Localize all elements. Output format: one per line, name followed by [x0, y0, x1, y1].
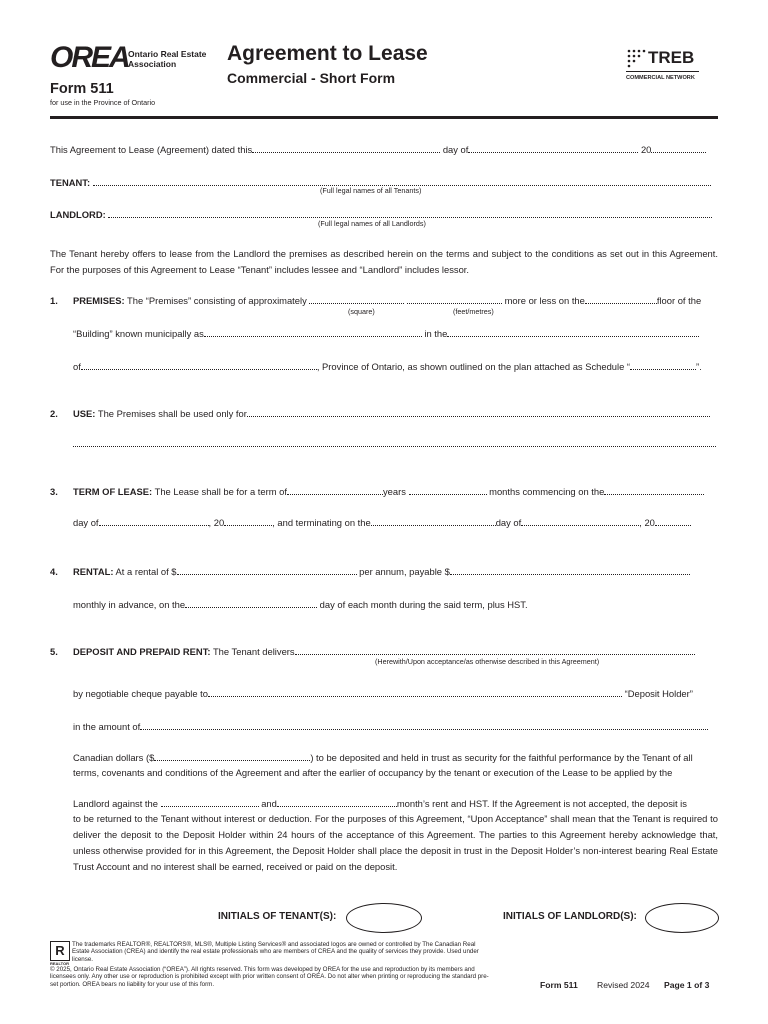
deposit-label: DEPOSIT AND PREPAID RENT:	[73, 646, 211, 657]
landlord-against-label: Landlord against the	[73, 798, 158, 809]
terminating-label: , and terminating on the	[272, 517, 371, 528]
municipality-field[interactable]	[447, 328, 699, 337]
trademark-text: The trademarks REALTOR®, REALTORS®, MLS®, Multiple Listing Services® and associated logos are owned or controlled by The Canadian Real Estate Association (CREA) and identify the real estate professionals who are members of CREA and the quality of services they provide. Used under license.	[72, 941, 479, 963]
orea-name-line2: Association	[128, 59, 177, 69]
term-months-field[interactable]	[409, 486, 487, 495]
offer-paragraph: The Tenant hereby offers to lease from the Landlord the premises as described herein on the terms and subject to the conditions as set out in this Agreement. For the purposes of this Agreement to Lease “Tenant” includes lessee and “Landlord” includes lessor.	[50, 248, 718, 275]
section-number-premises: 1.	[50, 295, 58, 306]
treb-divider	[626, 71, 699, 72]
realtor-logo	[50, 941, 70, 967]
city-field[interactable]	[81, 361, 317, 370]
treb-wordmark: TREB	[648, 48, 695, 67]
deposit-amount-words-field[interactable]	[140, 721, 708, 730]
copyright-text: © 2025, Ontario Real Estate Association (“OREA”). All rights reserved. This form was developed by OREA for the use and reproduction by its members and licensees only. Any other use or reproduction is prohibited except with prior written consent of OREA. Do not alter when printing or reproducing the standard pre-set portion. OREA bears no liability for your use of this form.	[50, 966, 489, 988]
landlord-field[interactable]	[108, 209, 712, 218]
area-field[interactable]	[309, 295, 404, 304]
deposit-caption: (Herewith/Upon acceptance/as otherwise described in this Agreement)	[375, 657, 600, 666]
deposit-holder-label: “Deposit Holder”	[624, 688, 693, 699]
day-of-label: day of	[442, 144, 469, 155]
of-label: of	[73, 361, 81, 372]
orea-logo: OREA	[50, 41, 129, 74]
deposit-line5: terms, covenants and conditions of the Agreement and after the earlier of occupancy by the tenant or execution of the Lease to be applied by the	[73, 767, 673, 778]
section-number-rental: 4.	[50, 566, 58, 577]
term-day-of-2: day of	[495, 517, 522, 528]
dated-prefix: This Agreement to Lease (Agreement) dated this	[50, 144, 253, 155]
and-label: and	[261, 798, 277, 809]
tenant-label: TENANT:	[50, 177, 91, 188]
term-20: , 20	[208, 517, 225, 528]
deposit-amount-field[interactable]	[154, 752, 310, 761]
orea-name	[128, 49, 206, 69]
per-annum-label: per annum, payable $	[359, 566, 450, 577]
deposit-paragraph: to be returned to the Tenant without interest or deduction. For the purposes of this Agreement, “Upon Acceptance” shall mean that the Tenant is required to deliver the deposit to the Deposit Holder within 24 hours of the acceptance of this Agreement. The parties to this Agreement hereby acknowledge that, unless otherwise provided for in this Agreement, the Deposit Holder shall place the deposit in trust in the Deposit Holder’s non-interest bearing Real Estate Trust Account and no interest shall be earned, received or paid on the deposit.	[73, 813, 718, 872]
use-line1	[73, 408, 718, 420]
schedule-end: ”.	[696, 361, 702, 372]
premises-line1	[73, 295, 718, 307]
initials-tenant-label: INITIALS OF TENANT(S):	[218, 911, 337, 922]
floor-field[interactable]	[585, 295, 657, 304]
realtor-mark: R	[50, 941, 70, 961]
initials-landlord-label: INITIALS OF LANDLORD(S):	[503, 911, 637, 922]
rental-label: RENTAL:	[73, 566, 114, 577]
tenant-field[interactable]	[93, 177, 711, 186]
canadian-dollars-label: Canadian dollars ($	[73, 752, 155, 763]
section-number-use: 2.	[50, 408, 58, 419]
premises-line2	[73, 328, 718, 340]
schedule-field[interactable]	[630, 361, 696, 370]
landlord-caption: (Full legal names of all Landlords)	[318, 219, 426, 228]
monthly-rent-field[interactable]	[450, 566, 690, 575]
treb-logo	[626, 46, 718, 86]
rental-text1: At a rental of $	[115, 566, 177, 577]
caption-feet-metres: (feet/metres)	[453, 307, 494, 316]
footer-form-number: Form 511	[540, 980, 578, 990]
year-prefix: 20	[640, 144, 652, 155]
section-number-term: 3.	[50, 486, 58, 497]
form-number: Form 511	[50, 81, 114, 97]
term-line2	[73, 517, 718, 529]
applied-month-field[interactable]	[161, 798, 259, 807]
commencing-day-field[interactable]	[604, 486, 704, 495]
months-commencing-label: months commencing on the	[489, 486, 605, 497]
dated-line	[50, 144, 718, 156]
deposit-timing-field[interactable]	[295, 646, 695, 655]
initials-landlord-box[interactable]	[645, 903, 719, 933]
rental-line2-suffix: day of each month during the said term, plus HST.	[319, 599, 528, 610]
premises-label: PREMISES:	[73, 295, 125, 306]
rental-line1	[73, 566, 718, 578]
page-subtitle: Commercial - Short Form	[227, 70, 396, 86]
applied-month-field-2[interactable]	[277, 798, 397, 807]
payment-day-field[interactable]	[185, 599, 317, 608]
treb-tagline: COMMERCIAL NETWORK	[626, 75, 695, 81]
terminating-year-field[interactable]	[655, 517, 691, 526]
term-text1: The Lease shall be for a term of	[154, 486, 287, 497]
cheque-payable-label: by negotiable cheque payable to	[73, 688, 209, 699]
page-title: Agreement to Lease	[227, 42, 428, 65]
realtor-word: REALTOR	[50, 961, 69, 966]
term-label: TERM OF LEASE:	[73, 486, 153, 497]
deposit-line6	[73, 798, 718, 810]
in-the-label: in the	[424, 328, 448, 339]
treb-dots-icon	[626, 48, 648, 68]
term-years-field[interactable]	[287, 486, 383, 495]
deposit-line6-text: month’s rent and HST. If the Agreement is not accepted, the deposit is	[396, 798, 687, 809]
premises-line3	[73, 361, 718, 373]
footer-page-number: Page 1 of 3	[664, 980, 710, 990]
rental-line2	[73, 599, 718, 611]
province-text: , Province of Ontario, as shown outlined on the plan attached as Schedule “	[316, 361, 631, 372]
form-scope: for use in the Province of Ontario	[50, 98, 156, 107]
terminating-day-field[interactable]	[371, 517, 496, 526]
orea-name-line1: Ontario Real Estate	[128, 49, 207, 59]
use-field[interactable]	[247, 408, 710, 417]
footer-revised: Revised 2024	[597, 980, 650, 990]
commencing-year-field[interactable]	[224, 517, 272, 526]
deposit-text1: The Tenant delivers	[212, 646, 295, 657]
date-field[interactable]	[252, 144, 440, 153]
term-20b: , 20	[639, 517, 655, 528]
premises-text2: more or less on the	[504, 295, 585, 306]
deposit-line4-text: ) to be deposited and held in trust as security for the faithful performance by the Tenant of all	[310, 752, 693, 763]
month-field[interactable]	[468, 144, 638, 153]
premises-text1: The “Premises” consisting of approximately	[127, 295, 307, 306]
building-label: “Building” known municipally as	[73, 328, 204, 339]
terminating-month-field[interactable]	[521, 517, 639, 526]
tenant-caption: (Full legal names of all Tenants)	[320, 186, 422, 195]
section-number-deposit: 5.	[50, 646, 58, 657]
years-label: years	[382, 486, 406, 497]
amount-label: in the amount of	[73, 721, 141, 732]
deposit-line3	[73, 721, 718, 733]
deposit-line4	[73, 752, 718, 764]
term-day-of: day of	[73, 517, 99, 528]
term-line1	[73, 486, 718, 498]
unit-field[interactable]	[407, 295, 502, 304]
commencing-month-field[interactable]	[99, 517, 209, 526]
premises-text3: floor of the	[656, 295, 702, 306]
use-line2	[73, 438, 718, 450]
monthly-advance-label: monthly in advance, on the	[73, 599, 186, 610]
landlord-label: LANDLORD:	[50, 209, 106, 220]
use-field-continued[interactable]	[73, 438, 716, 447]
deposit-holder-field[interactable]	[208, 688, 622, 697]
caption-square: (square)	[348, 307, 375, 316]
use-text: The Premises shall be used only for	[97, 408, 247, 419]
annual-rent-field[interactable]	[177, 566, 357, 575]
header-rule	[50, 116, 718, 119]
initials-tenant-box[interactable]	[346, 903, 422, 933]
building-address-field[interactable]	[204, 328, 422, 337]
year-field[interactable]	[651, 144, 706, 153]
deposit-line2	[73, 688, 718, 700]
use-label: USE:	[73, 408, 96, 419]
